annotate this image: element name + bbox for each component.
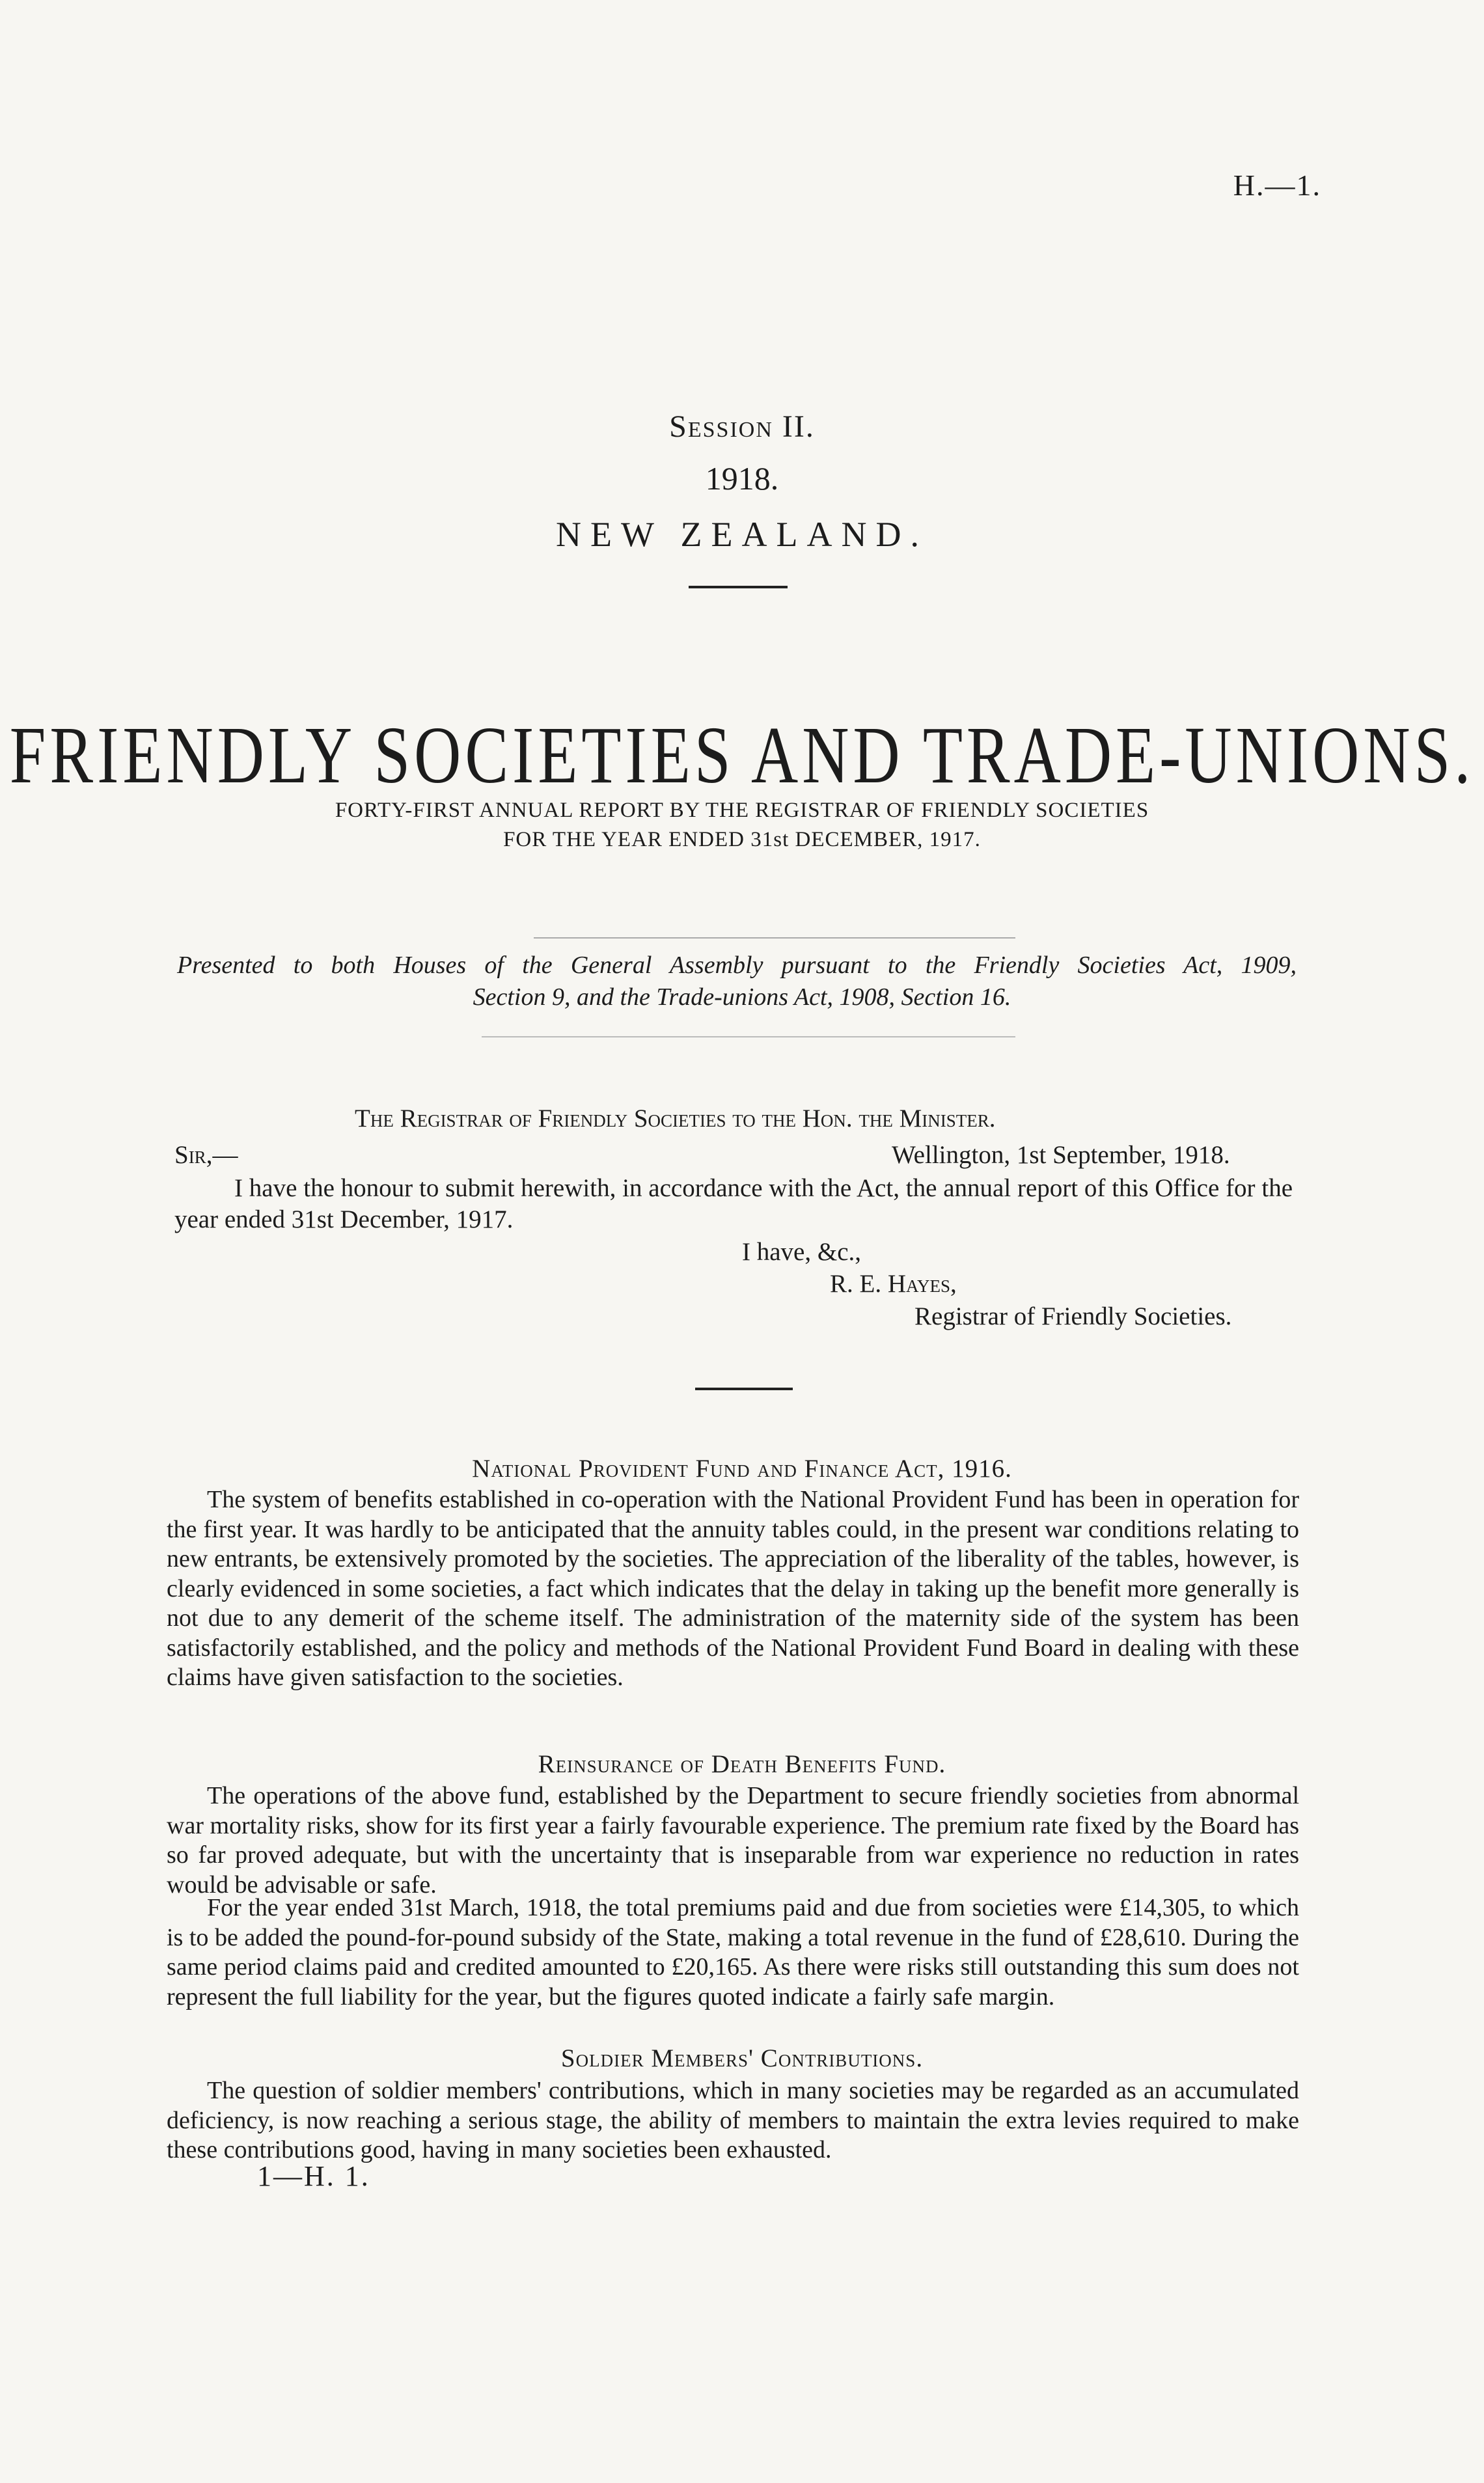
presented-line1: Presented to both Houses of the General Assembly pursuant to the Friendly Societies Act, 1909,	[177, 952, 1297, 979]
dashed-rule	[534, 937, 1015, 939]
section-heading: Reinsurance of Death Benefits Fund.	[538, 1750, 946, 1778]
session-line: Session II.	[669, 409, 815, 444]
divider-rule-2	[695, 1388, 793, 1390]
section-paragraph: The system of benefits established in co-operation with the National Provident Fund has been in operation for the first year. It was hardly to be anticipated that the annuity tables could, in the present war conditions relating to new entrants, be extensively promoted by the societies. The appreciation of the liberality of the tables, however, is clearly evidenced in some societies, a fact which indicates that the delay in taking up the benefit more generally is not due to any demerit of the scheme itself. The administration of the maternity side of the system has been satisfactorily established, and the policy and methods of the National Provident Fund Board in dealing with these claims have given satisfaction to the societies.	[167, 1486, 1299, 1691]
letter-heading: The Registrar of Friendly Societies to the Hon. the Minister.	[355, 1104, 996, 1132]
divider-rule	[689, 586, 788, 588]
section-heading: National Provident Fund and Finance Act, 1916.	[472, 1455, 1012, 1483]
report-title: FRIENDLY SOCIETIES AND TRADE-UNIONS.	[9, 709, 1475, 801]
session-year: 1918.	[705, 460, 779, 497]
section-paragraph: For the year ended 31st March, 1918, the total premiums paid and due from societies were £14,305, to which is to be added the pound-for-pound subsidy of the State, making a total revenue in the fund of £28,610. During the same period claims paid and credited amounted to £20,165. As there were risks still outstanding this sum does not represent the full liability for the year, but the figures quoted indicate a fairly safe margin.	[167, 1894, 1299, 2010]
section-heading: Soldier Members' Contributions.	[560, 2044, 924, 2072]
letter-signatory: R. E. Hayes,	[830, 1270, 957, 1298]
letter-place-date: Wellington, 1st September, 1918.	[892, 1141, 1230, 1169]
signature-mark: 1—H. 1.	[257, 2160, 370, 2192]
report-subtitle-line2: FOR THE YEAR ENDED 31st DECEMBER, 1917.	[503, 828, 981, 851]
letter-body: I have the honour to submit herewith, in accordance with the Act, the annual report of this Office for the year ended 31st December, 1917.	[174, 1174, 1293, 1233]
letter-salutation: Sir,—	[174, 1141, 238, 1169]
dashed-rule-2	[482, 1036, 1015, 1037]
report-subtitle-line1: FORTY-FIRST ANNUAL REPORT BY THE REGISTRAR OF FRIENDLY SOCIETIES	[335, 799, 1149, 822]
section-paragraph: The operations of the above fund, established by the Department to secure friendly societies from abnormal war mortality risks, show for its first year a fairly favourable experience. The premium rate fixed by the Board has so far proved adequate, but with the uncertainty that is inseparable from war experience no reduction in rates would be advisable or safe.	[167, 1782, 1299, 1899]
presented-line2: Section 9, and the Trade-unions Act, 1908, Section 16.	[473, 983, 1011, 1011]
letter-signatory-title: Registrar of Friendly Societies.	[914, 1302, 1232, 1330]
letter-closing: I have, &c.,	[742, 1238, 862, 1266]
country-title: NEW ZEALAND.	[556, 515, 928, 554]
section-paragraph: The question of soldier members' contributions, which in many societies may be regarded as an accumulated deficiency, is now reaching a serious stage, the ability of members to maintain the extra levies required to make these contributions good, having in many societies been exhausted.	[167, 2077, 1299, 2163]
page-reference: H.—1.	[1233, 169, 1321, 202]
